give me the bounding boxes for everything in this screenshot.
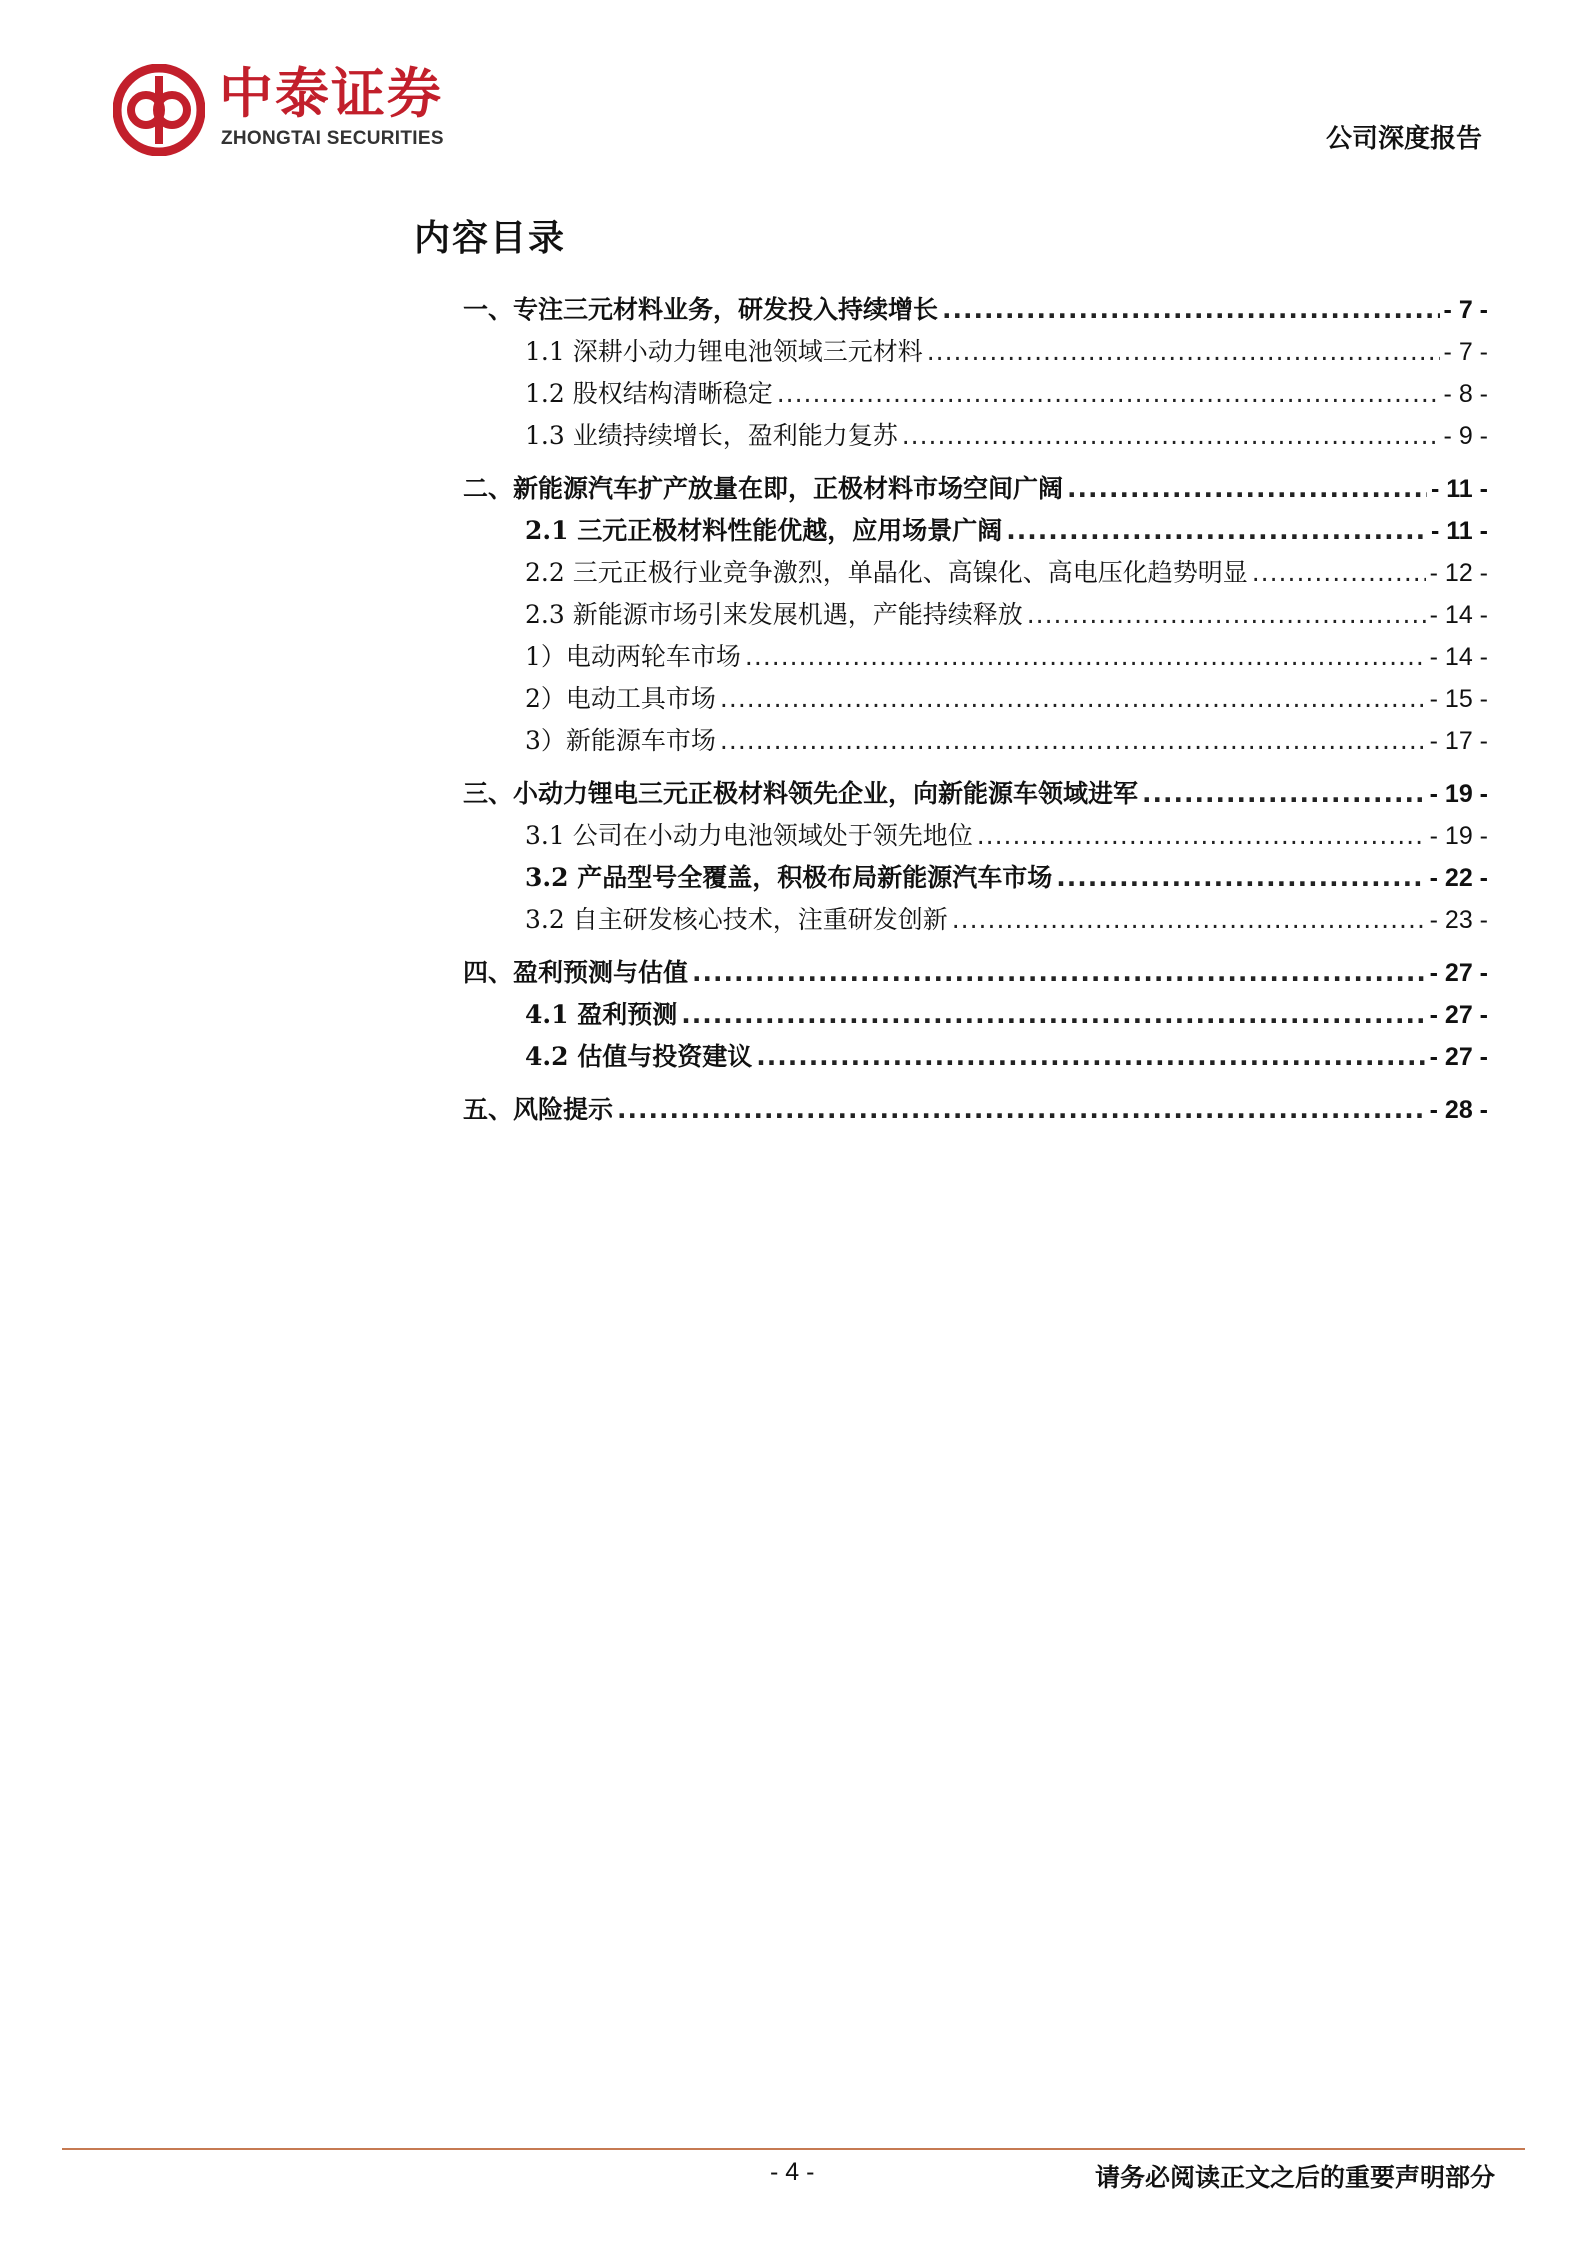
footer-disclaimer-notice: 请务必阅读正文之后的重要声明部分 — [1094, 2163, 1495, 2192]
toc-entry-page: - 27 - — [1429, 959, 1488, 987]
toc-entry-label: 1.1 深耕小动力锂电池领域三元材料 — [525, 337, 923, 366]
toc-leader-dots — [927, 337, 1440, 362]
toc-entry-page: - 19 - — [1429, 822, 1488, 850]
toc-entry-label: 五、风险提示 — [463, 1095, 614, 1124]
toc-entry-2-3-3[interactable] — [463, 721, 1488, 757]
toc-entry-label: 四、盈利预测与估值 — [463, 958, 689, 987]
toc-entry-page: - 23 - — [1429, 906, 1488, 934]
toc-leader-dots — [1027, 600, 1426, 625]
toc-leader-dots — [777, 379, 1440, 404]
toc-leader-dots — [756, 1042, 1425, 1067]
toc-entry-2-3[interactable] — [463, 595, 1488, 631]
toc-entry-3-2-b[interactable] — [463, 900, 1488, 936]
toc-leader-dots — [952, 905, 1426, 930]
toc-entry-2-1[interactable] — [463, 511, 1488, 547]
toc-leader-dots — [720, 726, 1426, 751]
toc-entry-chapter-2[interactable] — [463, 469, 1488, 505]
toc-leader-dots — [942, 295, 1440, 320]
toc-leader-dots — [1252, 558, 1426, 583]
logo-english-name: ZHONGTAI SECURITIES — [221, 128, 444, 149]
toc-entry-label: 二、新能源汽车扩产放量在即，正极材料市场空间广阔 — [463, 474, 1064, 503]
toc-entry-page: - 17 - — [1429, 727, 1488, 755]
toc-leader-dots — [902, 421, 1440, 446]
toc-entry-page: - 11 - — [1431, 475, 1488, 503]
toc-leader-dots — [977, 821, 1426, 846]
toc-entry-chapter-4[interactable] — [463, 953, 1488, 989]
toc-entry-label: 4.2 估值与投资建议 — [525, 1042, 753, 1071]
toc-entry-page: - 15 - — [1429, 685, 1488, 713]
toc-entry-label: 4.1 盈利预测 — [525, 1000, 678, 1029]
toc-entry-label: 三、小动力锂电三元正极材料领先企业，向新能源车领域进军 — [463, 779, 1139, 808]
toc-entry-page: - 19 - — [1429, 780, 1488, 808]
toc-entry-page: - 27 - — [1429, 1001, 1488, 1029]
report-type-label: 公司深度报告 — [1325, 124, 1482, 154]
toc-entry-page: - 14 - — [1429, 643, 1488, 671]
toc-entry-chapter-5[interactable] — [463, 1090, 1488, 1126]
toc-entry-page: - 22 - — [1429, 864, 1488, 892]
toc-entry-page: - 12 - — [1429, 559, 1488, 587]
toc-leader-dots — [681, 1000, 1425, 1025]
toc-entry-2-3-2[interactable] — [463, 679, 1488, 715]
toc-entry-page: - 9 - — [1443, 422, 1488, 450]
toc-leader-dots — [720, 684, 1426, 709]
toc-entry-page: - 7 - — [1443, 296, 1488, 324]
toc-entry-label: 1.3 业绩持续增长，盈利能力复苏 — [525, 421, 898, 450]
toc-leader-dots — [1142, 779, 1426, 804]
toc-entry-label: 1）电动两轮车市场 — [525, 642, 741, 671]
toc-entry-1-2[interactable] — [463, 374, 1488, 410]
toc-entry-label: 2）电动工具市场 — [525, 684, 716, 713]
toc-entry-4-2[interactable] — [463, 1037, 1488, 1073]
toc-entry-page: - 27 - — [1429, 1043, 1488, 1071]
toc-entry-1-1[interactable] — [463, 332, 1488, 368]
toc-entry-2-2[interactable] — [463, 553, 1488, 589]
toc-entry-2-3-1[interactable] — [463, 637, 1488, 673]
company-logo — [113, 62, 493, 158]
toc-entry-page: - 28 - — [1429, 1096, 1488, 1124]
logo-chinese-name: 中泰证券 — [219, 62, 443, 125]
toc-entry-label: 1.2 股权结构清晰稳定 — [525, 379, 773, 408]
toc-entry-4-1[interactable] — [463, 995, 1488, 1031]
toc-entry-label: 3.2 自主研发核心技术，注重研发创新 — [525, 905, 948, 934]
toc-entry-chapter-3[interactable] — [463, 774, 1488, 810]
zhongtai-logo-icon — [113, 64, 205, 156]
toc-entry-label: 2.1 三元正极材料性能优越，应用场景广阔 — [525, 516, 1003, 545]
toc-leader-dots — [617, 1095, 1426, 1120]
toc-leader-dots — [1056, 863, 1425, 888]
toc-leader-dots — [692, 958, 1426, 983]
toc-entry-page: - 8 - — [1443, 380, 1488, 408]
toc-entry-label: 3.2 产品型号全覆盖，积极布局新能源汽车市场 — [525, 863, 1053, 892]
toc-entry-label: 3.1 公司在小动力电池领域处于领先地位 — [525, 821, 973, 850]
toc-entry-label: 2.2 三元正极行业竞争激烈，单晶化、高镍化、高电压化趋势明显 — [525, 558, 1248, 587]
toc-title: 内容目录 — [414, 217, 567, 259]
toc-entry-page: - 7 - — [1443, 338, 1488, 366]
toc-entry-page: - 11 - — [1431, 517, 1488, 545]
footer-page-number: - 4 - — [770, 2158, 815, 2186]
toc-entry-page: - 14 - — [1429, 601, 1488, 629]
toc-entry-label: 一、专注三元材料业务，研发投入持续增长 — [463, 295, 939, 324]
footer-divider — [62, 2148, 1525, 2150]
toc-entry-3-1[interactable] — [463, 816, 1488, 852]
toc-leader-dots — [745, 642, 1426, 667]
toc-entry-label: 2.3 新能源市场引来发展机遇，产能持续释放 — [525, 600, 1023, 629]
toc-entry-3-2-a[interactable] — [463, 858, 1488, 894]
toc-entry-1-3[interactable] — [463, 416, 1488, 452]
toc-entry-label: 3）新能源车市场 — [525, 726, 716, 755]
toc-entry-chapter-1[interactable] — [463, 290, 1488, 326]
toc-leader-dots — [1006, 516, 1427, 541]
toc-leader-dots — [1067, 474, 1427, 499]
